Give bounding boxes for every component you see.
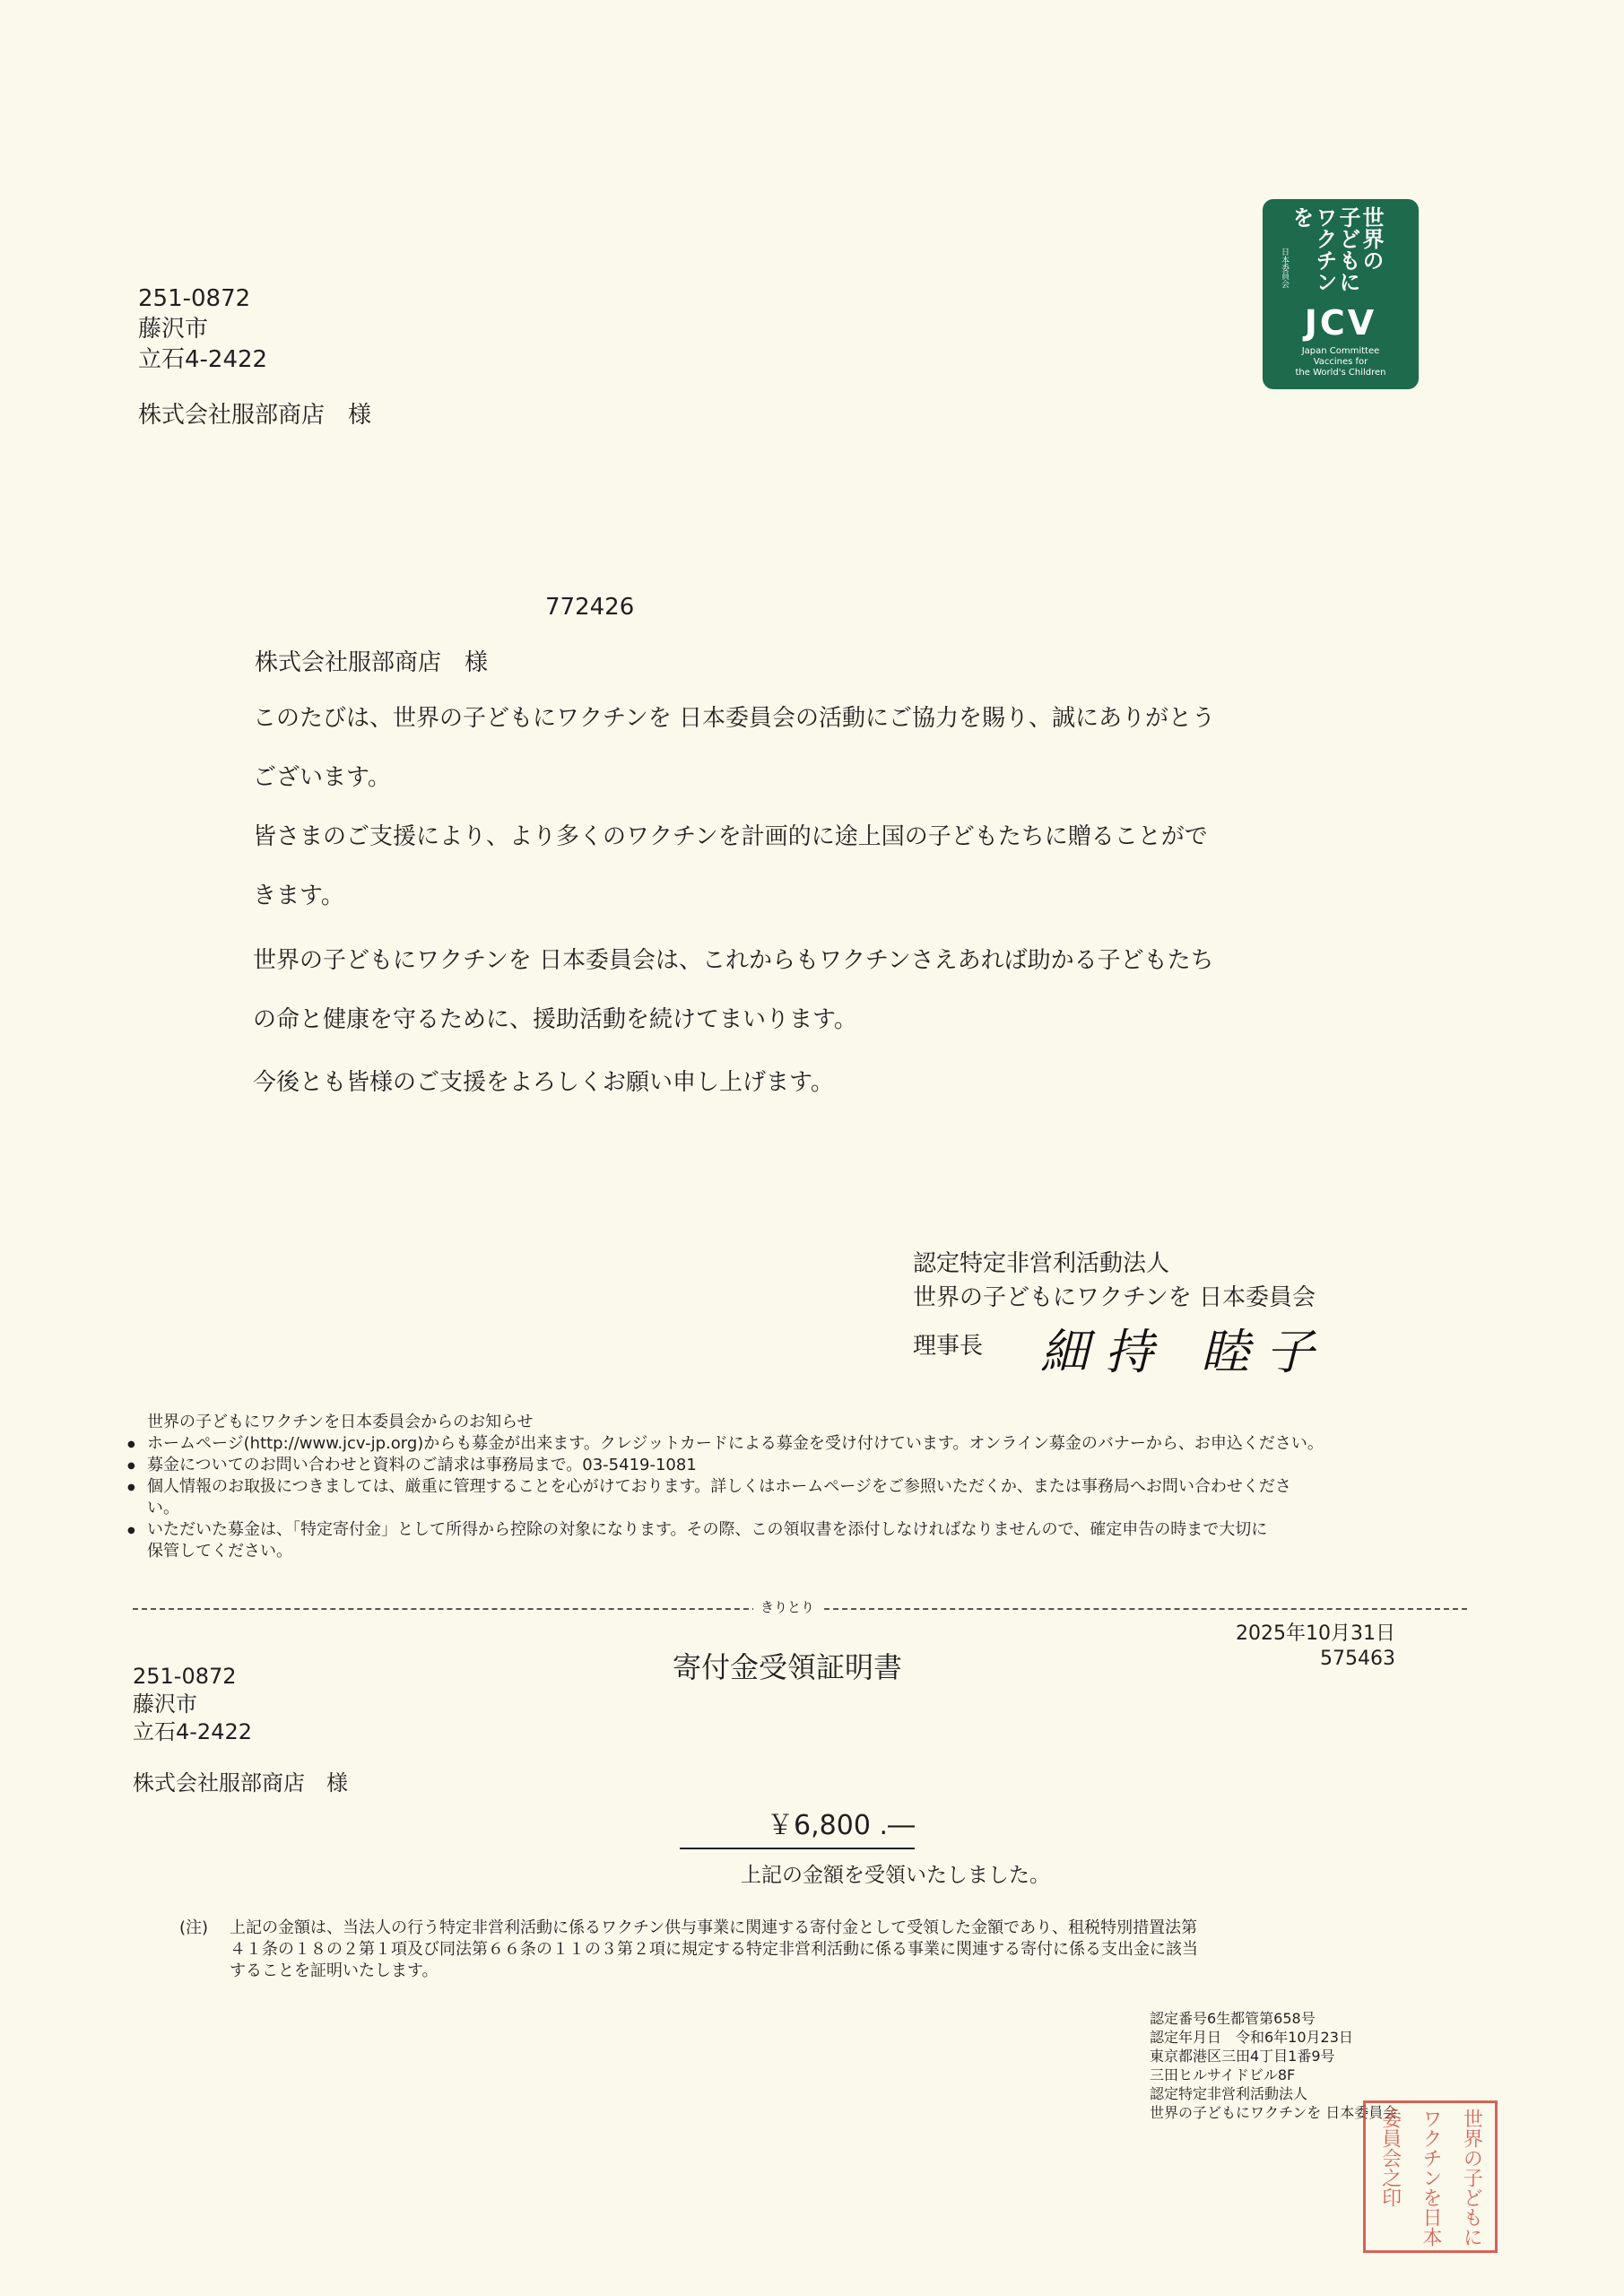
notice-line: い。 [147, 1499, 179, 1518]
sender-title: 理事長 [913, 1333, 984, 1360]
logo-english [1263, 346, 1419, 378]
letter-line: 今後とも皆様のご支援をよろしくお願い申し上げます。 [253, 1069, 834, 1096]
receipt-confirmation: 上記の金額を受領いたしました。 [741, 1864, 1050, 1887]
official-seal [1363, 2100, 1498, 2253]
logo-line: 子どもに [1335, 206, 1360, 292]
receipt-title: 寄付金受領証明書 [673, 1650, 903, 1684]
logo-small-text: 日本委員会 [1280, 248, 1289, 288]
street: 立石4-2422 [133, 1719, 253, 1744]
letter-line: 世界の子どもにワクチンを 日本委員会は、これからもワクチンさえあれば助かる子どもたち [253, 947, 1214, 974]
logo-acronym: JCV [1304, 303, 1377, 343]
note-line: することを証明いたします。 [230, 1961, 439, 1980]
logo-english-line: Japan Committee [1301, 346, 1380, 356]
letter-line: ございます。 [253, 764, 391, 791]
jcv-logo [1263, 199, 1419, 389]
letter-ref-number: 772426 [545, 594, 635, 621]
city: 藤沢市 [138, 316, 209, 343]
issuer-line: 認定特定非営利活動法人 [1150, 2085, 1308, 2102]
logo-line: を [1289, 206, 1314, 228]
recipient-name: 株式会社服部商店 様 [138, 402, 372, 429]
issuer-info [1150, 2009, 1397, 2122]
receipt-date: 2025年10月31日 [1236, 1622, 1395, 1645]
issuer-line: 三田ヒルサイドビル8F [1150, 2066, 1296, 2083]
notice-list [127, 1433, 1472, 1562]
notice-line: ● ホームページ(http://www.jcv-jp.org)からも募金が出来ます。クレジットカードによる募金を受け付けています。オンライン募金のバナーから、お申込ください。 [147, 1434, 1324, 1453]
letter-paragraph [253, 1067, 1365, 1098]
notice-block [127, 1412, 1472, 1562]
letter-paragraph [253, 822, 1365, 911]
issuer-line: 世界の子どもにワクチンを 日本委員会 [1150, 2104, 1398, 2121]
letter-paragraph [253, 703, 1365, 793]
letter-salutation: 株式会社服部商店 様 [255, 649, 489, 676]
seal-line: 委員会之印 [1378, 2109, 1402, 2207]
notice-heading: 世界の子どもにワクチンを日本委員会からのお知らせ [147, 1413, 534, 1431]
postal-code: 251-0872 [138, 285, 251, 312]
receipt-note [230, 1918, 1485, 1982]
note-line: ４１条の１８の２第１項及び同法第６６条の１１の３第２項に規定する特定非営利活動に係る事業に関連する寄付に係る支出金に該当 [230, 1940, 1198, 1959]
letter-line: このたびは、世界の子どもにワクチンを 日本委員会の活動にご協力を賜り、誠にありがとう [253, 705, 1215, 732]
logo-line: 世界の [1359, 206, 1384, 271]
issuer-line: 認定年月日 令和6年10月23日 [1150, 2029, 1353, 2046]
notice-item [127, 1455, 1472, 1476]
notice-line: ● いただいた募金は、「特定寄付金」として所得から控除の対象になります。その際、この領収書を添付しなければなりませんので、確定申告の時まで大切に [147, 1520, 1268, 1539]
receipt-address [133, 1663, 348, 1797]
signature: 細持 睦子 [1040, 1324, 1331, 1380]
seal-line: 世界の子どもに [1460, 2109, 1483, 2247]
letter-line: の命と健康を守るために、援助活動を続けてまいります。 [253, 1006, 857, 1033]
notice-line: 保管してください。 [147, 1542, 292, 1561]
issuer-line: 東京都港区三田4丁目1番9号 [1150, 2048, 1335, 2065]
letter-line: きます。 [253, 883, 344, 909]
street: 立石4-2422 [138, 346, 268, 373]
logo-english-line: Vaccines for [1313, 357, 1368, 367]
logo-vertical-text [1279, 206, 1382, 312]
notice-item [127, 1519, 1472, 1562]
logo-line: ワクチン [1312, 206, 1337, 292]
sender-org-name: 世界の子どもにワクチンを 日本委員会 [913, 1284, 1316, 1311]
receipt-note-label: (注) [179, 1918, 209, 1937]
city: 藤沢市 [133, 1692, 197, 1717]
receipt-amount: ￥6,800 .― [680, 1803, 915, 1849]
postal-code: 251-0872 [133, 1664, 237, 1689]
notice-item [127, 1433, 1472, 1455]
sender-org-type: 認定特定非営利活動法人 [913, 1250, 1170, 1277]
notice-line: ● 個人情報のお取扱につきましては、厳重に管理することを心がけております。詳しくはホームページをご参照いただくか、または事務局へお問い合わせくださ [147, 1477, 1291, 1496]
notice-line: ● 募金についてのお問い合わせと資料のご請求は事務局まで。03-5419-1081 [147, 1456, 697, 1474]
receipt-number: 575463 [1320, 1648, 1395, 1670]
logo-english-line: the World's Children [1295, 368, 1386, 378]
cut-label: きりとり [753, 1597, 821, 1616]
issuer-line: 認定番号6生都管第658号 [1150, 2010, 1316, 2027]
top-address [138, 283, 371, 430]
note-line: 上記の金額は、当法人の行う特定非営利活動に係るワクチン供与事業に関連する寄付金として受領した金額であり、租税特別措置法第 [230, 1918, 1198, 1937]
letter-line: 皆さまのご支援により、より多くのワクチンを計画的に途上国の子どもたちに贈ることがで [253, 823, 1208, 850]
letter-paragraph [253, 945, 1365, 1035]
notice-item [127, 1476, 1472, 1519]
recipient-name: 株式会社服部商店 様 [133, 1770, 348, 1796]
receipt-meta [1234, 1622, 1395, 1672]
seal-line: ワクチンを日本 [1419, 2109, 1442, 2247]
